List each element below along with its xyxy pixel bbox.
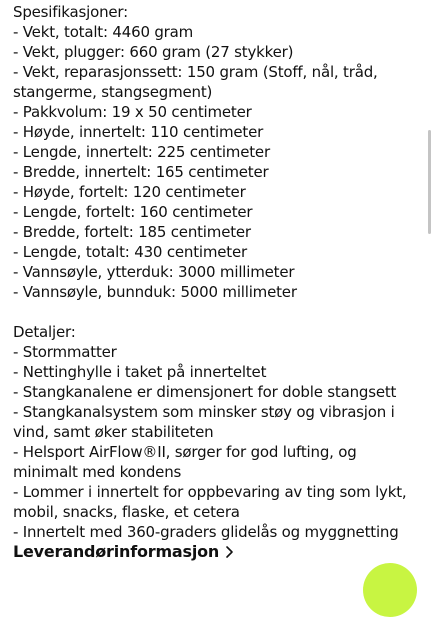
- detail-line: - Stangkanalene er dimensjonert for doble stangsett: [13, 383, 397, 401]
- details-heading: Detaljer:: [13, 323, 76, 341]
- floating-action-button[interactable]: [363, 563, 417, 617]
- scrollbar[interactable]: [428, 130, 431, 234]
- spec-line: - Vannsøyle, ytterduk: 3000 millimeter: [13, 263, 295, 281]
- spec-line: - Vekt, totalt: 4460 gram: [13, 23, 194, 41]
- spec-line: - Lengde, innertelt: 225 centimeter: [13, 143, 270, 161]
- detail-line: - Helsport AirFlow®II, sørger for god lufting, og: [13, 443, 357, 461]
- spec-line: stangerme, stangsegment): [13, 83, 213, 101]
- detail-line: mobil, snacks, flaske, et cetera: [13, 503, 240, 521]
- detail-line: vind, samt øker stabiliteten: [13, 423, 214, 441]
- spec-line: - Bredde, innertelt: 165 centimeter: [13, 163, 269, 181]
- product-description: [13, 2, 425, 542]
- supplier-info-link[interactable]: [13, 541, 234, 563]
- spec-line: - Pakkvolum: 19 x 50 centimeter: [13, 103, 252, 121]
- spec-line: - Vannsøyle, bunnduk: 5000 millimeter: [13, 283, 297, 301]
- detail-line: - Lommer i innertelt for oppbevaring av ting som lykt,: [13, 483, 407, 501]
- spec-line: - Vekt, plugger: 660 gram (27 stykker): [13, 43, 294, 61]
- detail-line: minimalt med kondens: [13, 463, 182, 481]
- spec-line: - Høyde, innertelt: 110 centimeter: [13, 123, 264, 141]
- supplier-info-label: Leverandørinformasjon: [13, 542, 220, 561]
- detail-line: - Stangkanalsystem som minsker støy og vibrasjon i: [13, 403, 395, 421]
- chevron-right-icon: [225, 545, 234, 559]
- spec-line: - Bredde, fortelt: 185 centimeter: [13, 223, 251, 241]
- spec-line: - Høyde, fortelt: 120 centimeter: [13, 183, 246, 201]
- detail-line: - Nettinghylle i taket på innerteltet: [13, 363, 267, 381]
- detail-line: - Innertelt med 360-graders glidelås og myggnetting: [13, 523, 399, 541]
- spec-line: - Vekt, reparasjonssett: 150 gram (Stoff, nål, tråd,: [13, 63, 378, 81]
- specs-heading: Spesifikasjoner:: [13, 3, 128, 21]
- section-spacer: [13, 302, 425, 322]
- spec-line: - Lengde, fortelt: 160 centimeter: [13, 203, 253, 221]
- spec-line: - Lengde, totalt: 430 centimeter: [13, 243, 247, 261]
- detail-line: - Stormmatter: [13, 343, 117, 361]
